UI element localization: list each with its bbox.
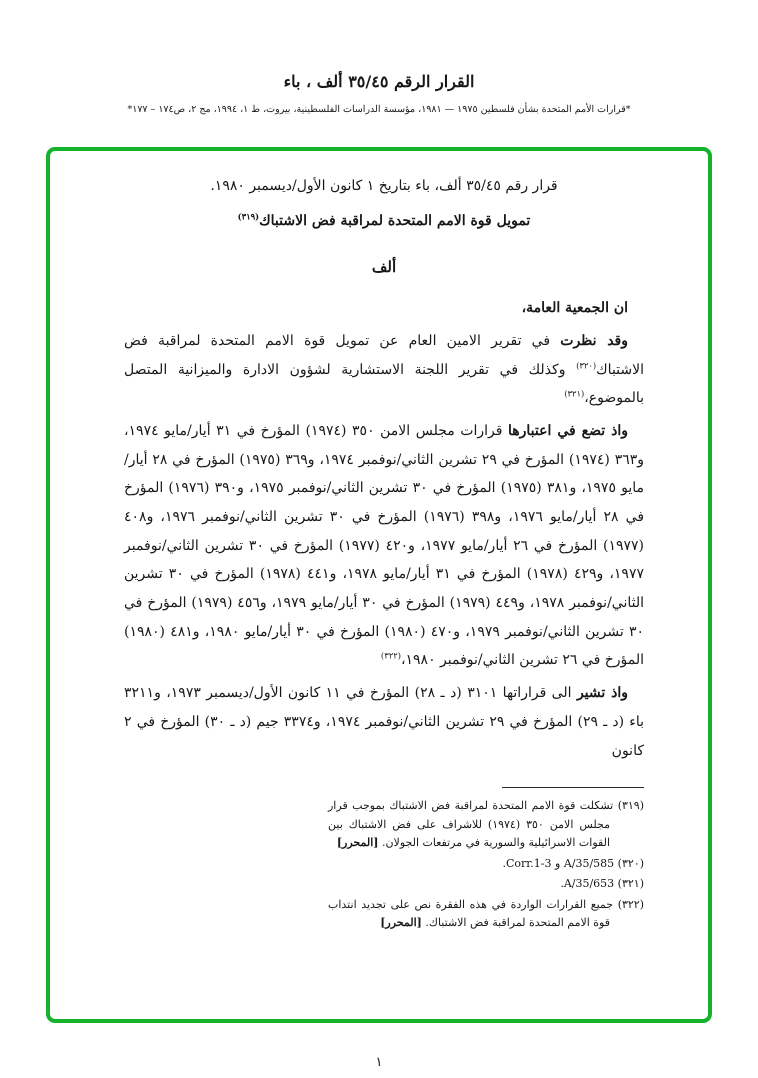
section-label-alif: ألف bbox=[371, 258, 397, 277]
source-citation: *قرارات الأمم المتحدة بشأن فلسطين ١٩٧٥ — ١٩٨١، مؤسسة الدراسات الفلسطينية، بيروت، ط ١، ١٩٩٤، مج ٢، ص١٧٤ – ١٧٧* bbox=[127, 104, 631, 115]
preamble-paragraph-2 bbox=[124, 417, 644, 675]
footnote-divider bbox=[502, 787, 644, 788]
resolution-heading: قرار رقم ٣٥/٤٥ ألف، باء بتاريخ ١ كانون الأول/ديسمبر ١٩٨٠. bbox=[210, 178, 558, 194]
paragraph-text: في تقرير الامين العام عن تمويل قوة الامم المتحدة لمراقبة فض الاشتباك bbox=[124, 332, 644, 378]
subject-text: تمويل قوة الامم المتحدة لمراقبة فض الاشتباك bbox=[259, 212, 531, 229]
footnote-editor-tag: [المحرر] bbox=[380, 916, 422, 929]
resolution-number-title: القرار الرقم ٣٥/٤٥ ألف ، باء bbox=[283, 72, 475, 91]
footnote-ref-322: (٣٢٢) bbox=[380, 650, 401, 661]
footnote-319 bbox=[328, 797, 644, 852]
paragraph-lead: واذ تشير bbox=[576, 685, 629, 702]
footnote-ref-320: (٣٢٠) bbox=[576, 359, 597, 370]
resolution-subject bbox=[124, 208, 644, 235]
salutation: ان الجمعية العامة، bbox=[521, 300, 628, 317]
footnote-marker: (٣٢١) bbox=[617, 877, 644, 891]
footnote-text: A/35/585 و Corr.1-3. bbox=[502, 856, 615, 870]
page-number: ١ bbox=[375, 1055, 383, 1070]
footnote-322 bbox=[328, 896, 644, 933]
preamble-paragraph-1 bbox=[124, 327, 644, 413]
footnote-text: جميع القرارات الواردة في هذه الفقرة نص على تجديد انتداب قوة الامم المتحدة لمراقبة فض الاشتباك. bbox=[328, 897, 614, 929]
footnote-320 bbox=[328, 855, 644, 873]
footnote-ref-319: (٣١٩) bbox=[237, 210, 260, 221]
footnote-ref-321: (٣٢١) bbox=[564, 388, 585, 399]
footnote-text: A/35/653. bbox=[560, 877, 615, 891]
paragraph-text: وكذلك في تقرير اللجنة الاستشارية لشؤون الادارة والميزانية المتصل بالموضوع، bbox=[124, 361, 644, 407]
footnote-marker: (٣٢٢) bbox=[617, 897, 645, 911]
footnote-marker: (٣٢٠) bbox=[617, 856, 644, 870]
footnote-text: تشكلت قوة الامم المتحدة لمراقبة فض الاشتباك بموجب قرار مجلس الامن ٣٥٠ (١٩٧٤) للاشراف على فض الاشتباك بين القوات الاسرائيلية والسورية في مرتفعات الجولان. bbox=[328, 799, 614, 850]
paragraph-text: الى قراراتها ٣١٠١ (د ـ ٢٨) المؤرخ في ١١ كانون الأول/ديسمبر ١٩٧٣، و٣٢١١ باء (د ـ ٢٩) المؤرخ في ٢٩ تشرين الثاني/نوفمبر ١٩٧٤، و٣٣٧٤ جيم (د ـ ٣٠) المؤرخ في ٢ كانون bbox=[124, 685, 644, 759]
paragraph-lead: وقد نظرت bbox=[560, 332, 628, 349]
footnote-321 bbox=[328, 875, 644, 893]
preamble-paragraph-3 bbox=[124, 679, 644, 765]
footnotes-section bbox=[328, 787, 644, 932]
paragraph-text: قرارات مجلس الامن ٣٥٠ (١٩٧٤) المؤرخ في ٣١ أيار/مايو ١٩٧٤، و٣٦٣ (١٩٧٤) المؤرخ في ٢٩ تشرين الثاني/نوفمبر ١٩٧٤، و٣٦٩ (١٩٧٥) المؤرخ في ٢٨ أيار/مايو ١٩٧٥، و٣٨١ (١٩٧٥) المؤرخ في ٣٠ تشرين الثاني/نوفمبر ١٩٧٥، و٣٩٠ (١٩٧٦) المؤرخ في ٢٨ أيار/مايو ١٩٧٦، و٣٩٨ (١٩٧٦) المؤرخ في ٣٠ تشرين الثاني/نوفمبر ١٩٧٦، و٤٠٨ (١٩٧٧) المؤرخ في ٢٦ أيار/مايو ١٩٧٧، و٤٢٠ (١٩٧٧) المؤرخ في ٣٠ تشرين الثاني/نوفمبر ١٩٧٧، و٤٢٩ (١٩٧٨) المؤرخ في ٣١ أيار/مايو ١٩٧٨، و٤٤١ (١٩٧٨) المؤرخ في ٣٠ تشرين الثاني/نوفمبر ١٩٧٨، و٤٤٩ (١٩٧٩) المؤرخ في ٣٠ أيار/مايو ١٩٧٩، و٤٥٦ (١٩٧٩) المؤرخ في ٣٠ تشرين الثاني/نوفمبر ١٩٧٩، و٤٧٠ (١٩٨٠) المؤرخ في ٣٠ أيار/مايو ١٩٨٠، و٤٨١ (١٩٨٠) المؤرخ في ٢٦ تشرين الثاني/نوفمبر ١٩٨٠، bbox=[124, 422, 645, 669]
page-header bbox=[0, 0, 758, 116]
footnote-editor-tag: [المحرر] bbox=[336, 836, 379, 850]
footnote-marker: (٣١٩) bbox=[617, 799, 645, 813]
paragraph-lead: واذ تضع في اعتبارها bbox=[507, 422, 629, 439]
document-frame bbox=[46, 147, 712, 1023]
